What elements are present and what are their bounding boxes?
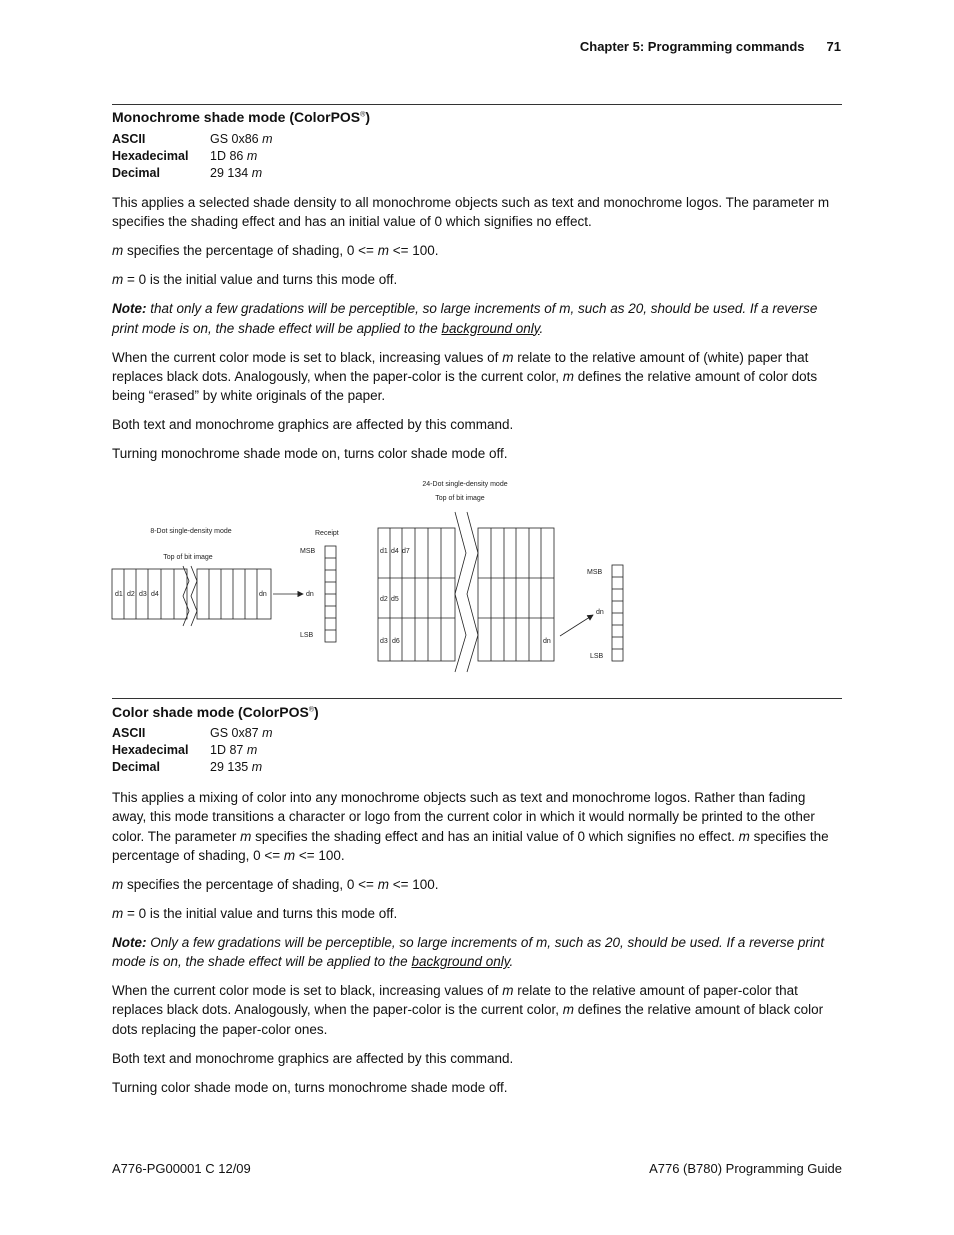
left-mode-title: 8-Dot single-density mode bbox=[150, 528, 232, 535]
right-top-label: Top of bit image bbox=[435, 495, 485, 502]
right-cell-d1: d1 bbox=[380, 548, 388, 555]
right-arrow bbox=[560, 615, 593, 636]
section-body-monochrome bbox=[112, 193, 842, 473]
right-cell-d7: d7 bbox=[402, 548, 410, 555]
right-msb-label: MSB bbox=[587, 569, 603, 576]
left-top-label: Top of bit image bbox=[163, 554, 213, 561]
right-lsb-label: LSB bbox=[590, 653, 604, 660]
section-title-monochrome: Monochrome shade mode (ColorPOS®) bbox=[112, 109, 370, 125]
right-cell-dn: dn bbox=[543, 638, 551, 645]
paragraph: m = 0 is the initial value and turns this mode off. bbox=[112, 905, 398, 921]
left-cell-3: d3 bbox=[139, 591, 147, 598]
paragraph: Both text and monochrome graphics are affected by this command. bbox=[112, 1050, 514, 1066]
background-only-link: background only bbox=[441, 320, 540, 336]
right-cell-d5: d5 bbox=[391, 596, 399, 603]
paragraph: Both text and monochrome graphics are affected by this command. bbox=[112, 417, 514, 433]
section-body-color bbox=[112, 788, 842, 1107]
section-divider bbox=[112, 698, 842, 699]
right-dot-column bbox=[612, 565, 623, 661]
paragraph: m specifies the percentage of shading, 0 <= m <= 100. bbox=[112, 243, 439, 259]
paragraph: Turning color shade mode on, turns monochrome shade mode off. bbox=[112, 1079, 508, 1095]
paragraph: This applies a selected shade density to all monochrome objects such as text and monochrome logos. The parameter m specifies the shading effect and has an initial value of 0 which signifies no effect. bbox=[112, 195, 830, 230]
right-cell-d3: d3 bbox=[380, 638, 388, 645]
note-paragraph: Note: that only a few gradations will be perceptible, so large increments of m, such as 20, should be used. If a reverse print mode is on, the shade effect will be applied to the background only. bbox=[112, 301, 818, 336]
left-dot-column bbox=[325, 546, 336, 642]
left-lsb-label: LSB bbox=[300, 632, 314, 639]
command-table-monochrome: ASCII GS 0x86 m Hexadecimal 1D 86 m Decimal 29 134 m bbox=[112, 132, 273, 180]
left-msb-label: MSB bbox=[300, 548, 316, 555]
right-mode-title: 24-Dot single-density mode bbox=[422, 481, 508, 488]
chapter-title: Chapter 5: Programming commands bbox=[579, 39, 805, 54]
receipt-label: Receipt bbox=[315, 530, 339, 537]
page-number: 71 bbox=[826, 39, 841, 54]
paragraph: m specifies the percentage of shading, 0 <= m <= 100. bbox=[112, 876, 439, 892]
right-dn-label: dn bbox=[596, 609, 604, 616]
bit-image-diagram bbox=[0, 470, 954, 680]
left-dn-label: dn bbox=[306, 591, 314, 598]
left-cell-dn: dn bbox=[259, 591, 267, 598]
left-cell-1: d1 bbox=[115, 591, 123, 598]
running-header bbox=[580, 39, 841, 54]
right-cell-d2: d2 bbox=[380, 596, 388, 603]
command-table-color: ASCII GS 0x87 m Hexadecimal 1D 87 m Decimal 29 135 m bbox=[112, 726, 273, 774]
paragraph: When the current color mode is set to black, increasing values of m relate to the relative amount of paper-color that replaces black dots. Analogously, when the paper-color is the current color, m defines the relative amount of black color dots replacing the paper-color ones. bbox=[112, 983, 824, 1037]
left-grid bbox=[112, 566, 271, 626]
note-paragraph: Note: Only a few gradations will be perceptible, so large increments of m, such as 20, should be used. If a reverse print mode is on, the shade effect will be applied to the background only. bbox=[112, 934, 825, 970]
paragraph: When the current color mode is set to black, increasing values of m relate to the relative amount of (white) paper that replaces black dots. Analogously, when the paper-color is the current color, m defines the relative amount of color dots being “erased” by white originals of the paper. bbox=[112, 349, 818, 404]
section-divider bbox=[112, 104, 842, 105]
paragraph: Turning monochrome shade mode on, turns color shade mode off. bbox=[112, 446, 508, 462]
right-grid bbox=[378, 512, 554, 672]
paragraph: m = 0 is the initial value and turns this mode off. bbox=[112, 272, 398, 288]
left-cell-4: d4 bbox=[151, 591, 159, 598]
right-cell-d6: d6 bbox=[392, 638, 400, 645]
footer-doc-id: A776-PG00001 C 12/09 bbox=[112, 1161, 251, 1176]
left-cell-2: d2 bbox=[127, 591, 135, 598]
section-title-color: Color shade mode (ColorPOS®) bbox=[112, 704, 319, 720]
paragraph: This applies a mixing of color into any monochrome objects such as text and monochrome logos. Rather than fading away, this mode transitions a character or logo from the current color in which it would normally be printed to the other color. The parameter m specifies the shading effect and has an initial value of 0 which signifies no effect. m specifies the percentage of shading, 0 <= m <= 100. bbox=[112, 790, 829, 863]
background-only-link: background only bbox=[411, 954, 510, 970]
footer-guide-title: A776 (B780) Programming Guide bbox=[649, 1161, 842, 1176]
right-cell-d4: d4 bbox=[391, 548, 399, 555]
